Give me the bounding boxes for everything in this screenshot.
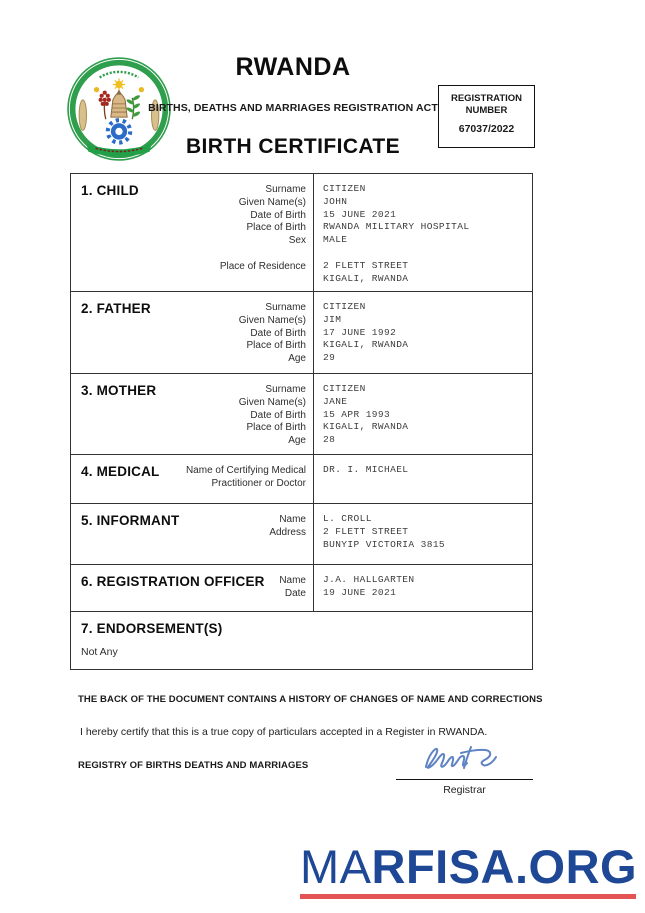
field-value: J.A. HALLGARTEN <box>323 574 415 585</box>
section-value-cell <box>313 504 532 564</box>
section-label-cell <box>71 565 313 611</box>
field-label: Given Name(s) <box>238 396 306 408</box>
back-of-document-note: THE BACK OF THE DOCUMENT CONTAINS A HISTORY OF CHANGES OF NAME AND CORRECTIONS <box>78 694 543 705</box>
section-title: 4. MEDICAL <box>81 464 160 479</box>
field-value: CITIZEN <box>323 301 366 312</box>
section-value-cell <box>313 455 532 503</box>
country-title: RWANDA <box>235 53 351 81</box>
field-label: Address <box>269 526 306 538</box>
field-value: 15 APR 1993 <box>323 408 391 420</box>
field-label: Name of Certifying Medical <box>185 465 306 476</box>
registrar-label: Registrar <box>443 784 486 796</box>
field-label: Age <box>288 435 306 447</box>
field-label: Surname <box>265 184 306 195</box>
field-label: Sex <box>288 235 306 247</box>
section-title: 7. ENDORSEMENT(S) <box>81 621 223 636</box>
field-labels <box>220 184 306 286</box>
field-label: Practitioner or Doctor <box>211 477 306 489</box>
field-value: KIGALI, RWANDA <box>323 272 409 284</box>
section-title: 2. FATHER <box>81 301 151 316</box>
section-title: 6. REGISTRATION OFFICER <box>81 574 265 589</box>
section-label-cell <box>71 455 313 503</box>
field-value: 15 JUNE 2021 <box>323 208 397 220</box>
field-label: Given Name(s) <box>238 314 306 326</box>
field-value: KIGALI, RWANDA <box>323 339 409 351</box>
field-labels <box>279 575 306 601</box>
field-value: 17 JUNE 1992 <box>323 326 397 338</box>
brand-underline <box>300 894 636 899</box>
field-value: DR. I. MICHAEL <box>323 464 409 475</box>
field-label <box>220 248 306 261</box>
field-value: JANE <box>323 395 348 407</box>
field-value: BUNYIP VICTORIA 3815 <box>323 538 446 550</box>
section-medical <box>71 454 532 503</box>
field-labels <box>239 302 306 366</box>
field-value: RWANDA MILITARY HOSPITAL <box>323 221 470 233</box>
field-value: 19 JUNE 2021 <box>323 586 397 598</box>
section-registration-officer <box>71 564 532 611</box>
field-label: Date of Birth <box>250 409 306 421</box>
field-label <box>269 540 306 553</box>
field-value <box>323 247 528 260</box>
field-value: KIGALI, RWANDA <box>323 421 409 433</box>
certification-statement: I hereby certify that this is a true copy of particulars accepted in a Register in RWANDA. <box>80 726 488 738</box>
section-label-cell <box>71 292 313 373</box>
section-value-cell <box>313 292 532 373</box>
field-label: Place of Birth <box>246 222 306 234</box>
field-label <box>220 274 306 287</box>
field-value: JIM <box>323 313 342 325</box>
field-value: 2 FLETT STREET <box>323 525 409 537</box>
field-label: Name <box>279 575 306 586</box>
section-title: 5. INFORMANT <box>81 513 180 528</box>
brand-logo <box>300 840 640 899</box>
field-label: Surname <box>265 302 306 313</box>
registration-number-label: REGISTRATION NUMBER <box>450 93 523 116</box>
section-label-cell <box>71 174 313 291</box>
section-father <box>71 291 532 373</box>
field-value: L. CROLL <box>323 513 372 524</box>
field-labels <box>239 384 306 448</box>
field-label: Place of Residence <box>219 260 306 272</box>
registration-number-box <box>438 85 535 148</box>
field-labels <box>186 465 306 491</box>
field-label: Date of Birth <box>250 327 306 339</box>
registration-number-value: 67037/2022 <box>458 123 515 135</box>
field-value: 28 <box>323 434 336 446</box>
section-body: Not Any <box>81 646 118 658</box>
field-label: Surname <box>265 384 306 395</box>
field-value: CITIZEN <box>323 383 366 394</box>
registrar-signature <box>408 740 518 780</box>
field-label: Place of Birth <box>246 340 306 352</box>
signature-icon <box>408 740 518 780</box>
field-value: CITIZEN <box>323 183 366 194</box>
section-label-cell <box>71 374 313 454</box>
field-label: Given Name(s) <box>238 196 306 208</box>
section-title: 3. MOTHER <box>81 383 157 398</box>
section-label-cell <box>71 504 313 564</box>
registration-act-subtitle: BIRTHS, DEATHS AND MARRIAGES REGISTRATION ACT <box>148 102 438 114</box>
section-title: 1. CHILD <box>81 183 139 198</box>
field-value: 29 <box>323 352 336 364</box>
section-value-cell <box>313 174 532 291</box>
field-label: Age <box>288 353 306 365</box>
section-endorsements <box>71 611 532 669</box>
signature-line <box>396 779 533 780</box>
section-child <box>71 174 532 291</box>
registry-title: REGISTRY OF BIRTHS DEATHS AND MARRIAGES <box>78 760 309 771</box>
field-value: MALE <box>323 234 348 246</box>
brand-wordmark: MARFISA.ORG <box>300 840 638 893</box>
field-label: Name <box>279 514 306 525</box>
field-value: 2 FLETT STREET <box>323 259 409 271</box>
section-mother <box>71 373 532 454</box>
document-title: BIRTH CERTIFICATE <box>185 135 401 158</box>
certificate-table <box>70 173 533 670</box>
field-label: Place of Birth <box>246 422 306 434</box>
field-value: JOHN <box>323 195 348 207</box>
field-labels <box>269 514 306 552</box>
section-value-cell <box>313 565 532 611</box>
field-label: Date <box>284 587 306 599</box>
field-value <box>323 477 528 490</box>
section-value-cell <box>313 374 532 454</box>
field-label: Date of Birth <box>250 209 306 221</box>
section-informant <box>71 503 532 564</box>
